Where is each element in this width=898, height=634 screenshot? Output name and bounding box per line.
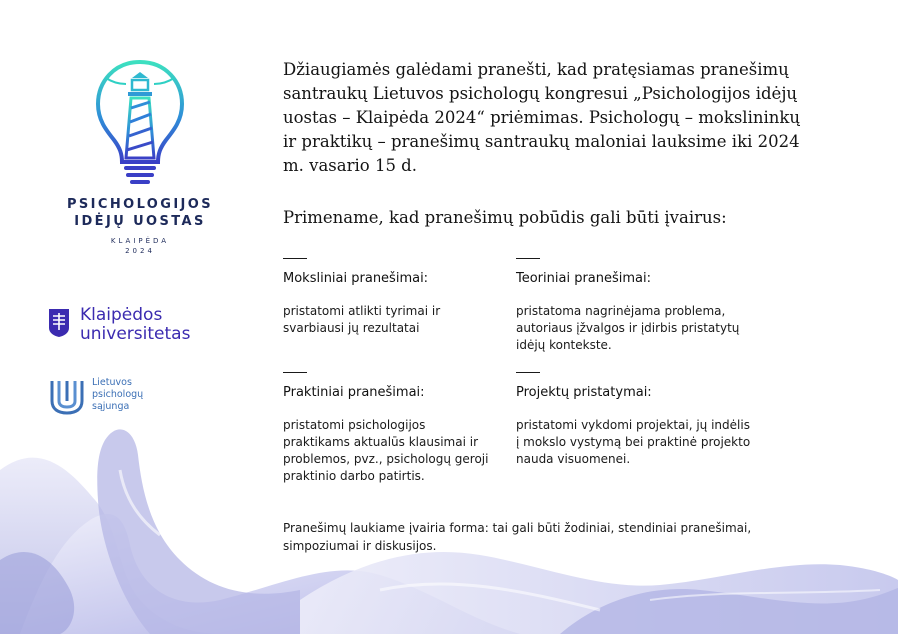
card-title: Praktiniai pranešimai: bbox=[283, 385, 425, 400]
lps-logo bbox=[48, 377, 143, 415]
reminder-paragraph: Primename, kad pranešimų pobūdis gali būti įvairus: bbox=[283, 208, 727, 227]
lps-mark-icon bbox=[48, 377, 86, 415]
card-title: Projektų pristatymai: bbox=[516, 385, 652, 400]
type-card-theoretical bbox=[516, 258, 746, 354]
ku-shield-icon bbox=[48, 308, 70, 338]
card-divider bbox=[283, 258, 307, 259]
ku-logo bbox=[48, 306, 190, 344]
card-description: pristatomi vykdomi projektai, jų indėlis į mokslo vystymą bei praktinė projekto nauda visuomenei. bbox=[516, 418, 751, 466]
card-title: Teoriniai pranešimai: bbox=[516, 271, 652, 286]
card-description: pristatoma nagrinėjama problema, autoriaus įžvalgos ir įdirbis pristatytų idėjų kontekste. bbox=[516, 304, 740, 352]
lps-line-2: psichologų bbox=[92, 389, 144, 400]
lps-line-3: sąjunga bbox=[92, 401, 130, 412]
ku-line-1: Klaipėdos bbox=[80, 305, 163, 325]
lighthouse-bulb-icon bbox=[92, 58, 188, 188]
card-title: Moksliniai pranešimai: bbox=[283, 271, 429, 286]
brand-year: 2024 bbox=[125, 247, 155, 255]
card-divider bbox=[516, 258, 540, 259]
brand-subtitle bbox=[40, 236, 240, 256]
card-description: pristatomi psichologijos praktikams aktualūs klausimai ir problemos, pvz., psichologų geroji praktinio darbo patirtis. bbox=[283, 418, 489, 483]
type-card-scientific bbox=[283, 258, 513, 337]
card-divider bbox=[516, 372, 540, 373]
brand-title bbox=[40, 196, 240, 230]
ku-line-2: universitetas bbox=[80, 324, 191, 344]
brand-line-2: IDĖJŲ UOSTAS bbox=[74, 214, 206, 229]
brand-city: KLAIPĖDA bbox=[110, 237, 170, 245]
type-card-practical bbox=[283, 372, 513, 485]
lps-line-1: Lietuvos bbox=[92, 377, 132, 388]
card-description: pristatomi atlikti tyrimai ir svarbiausi jų rezultatai bbox=[283, 304, 441, 335]
brand-line-1: PSICHOLOGIJOS bbox=[66, 197, 214, 212]
type-card-projects bbox=[516, 372, 751, 468]
closing-paragraph: Pranešimų laukiame įvairia forma: tai gali būti žodiniai, stendiniai pranešimai, simpoziumai ir diskusijos. bbox=[283, 521, 752, 553]
intro-paragraph: Džiaugiamės galėdami pranešti, kad pratęsiamas pranešimų santraukų Lietuvos psichologų kongresui „Psichologijos idėjų uostas – Klaipėda 2024“ priėmimas. Psichologų – mokslininkų ir praktikų – pranešimų santraukų maloniai lauksime iki 2024 m. vasario 15 d. bbox=[283, 60, 801, 175]
card-divider bbox=[283, 372, 307, 373]
